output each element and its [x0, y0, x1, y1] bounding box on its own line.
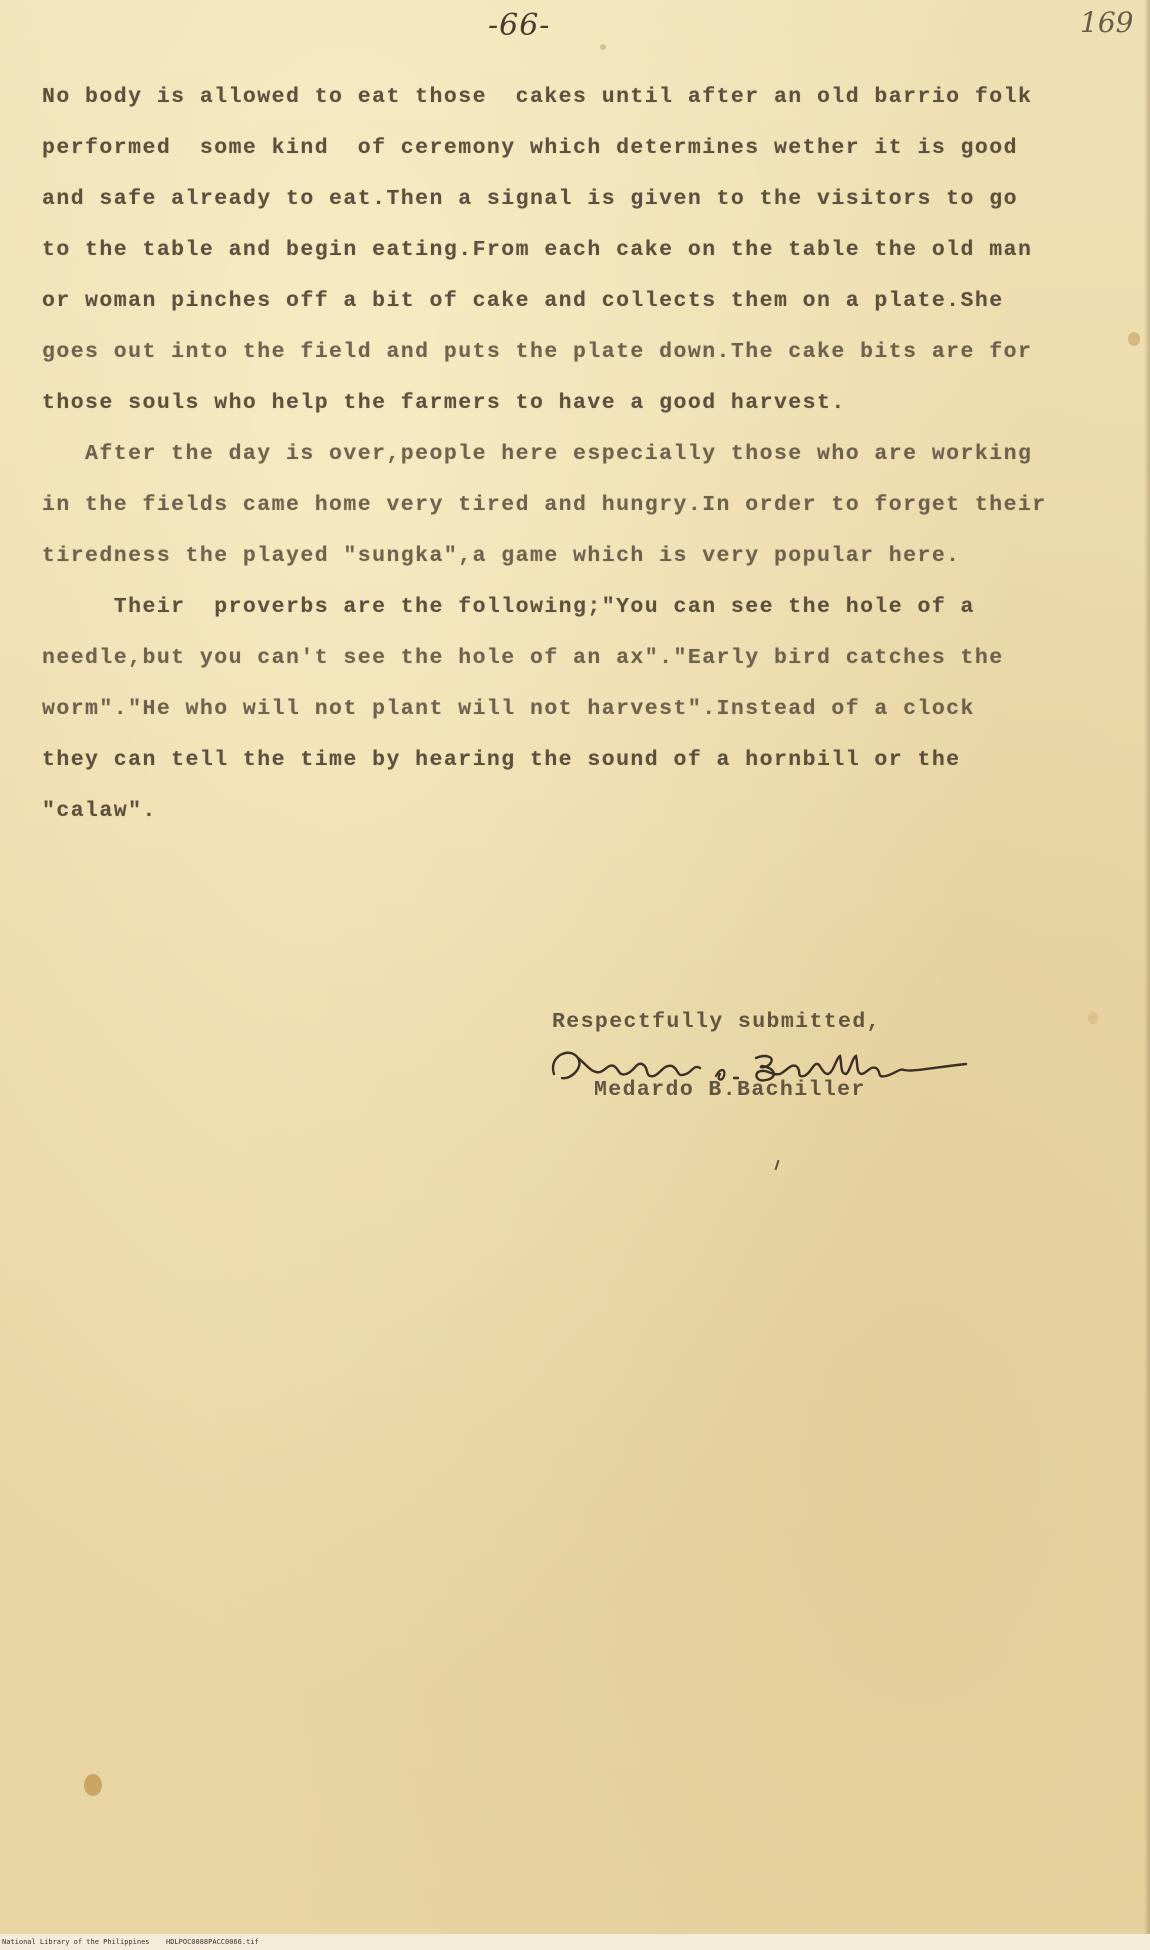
signatory-name: Medardo B.Bachiller: [594, 1078, 866, 1102]
closing-text: Respectfully submitted,: [552, 1010, 881, 1034]
page-number: -66-: [488, 8, 551, 43]
stray-pen-mark: [775, 1160, 780, 1170]
text-line: and safe already to eat.Then a signal is given to the visitors to go: [42, 187, 1018, 211]
page-edge-shadow: [1144, 0, 1150, 1950]
paragraph: [42, 582, 1112, 837]
folio-number: 169: [1080, 6, 1134, 39]
text-line: "calaw".: [42, 799, 157, 823]
text-line: goes out into the field and puts the plate down.The cake bits are for: [42, 340, 1033, 364]
paper-stain: [1088, 1012, 1098, 1024]
body-text: [42, 72, 1112, 837]
text-line: performed some kind of ceremony which determines wether it is good: [42, 136, 1018, 160]
text-line: they can tell the time by hearing the sound of a hornbill or the: [42, 748, 961, 772]
text-line: tiredness the played "sungka",a game which is very popular here.: [42, 544, 961, 568]
footer-source: National Library of the Philippines: [2, 1938, 150, 1946]
paper-stain: [600, 44, 606, 50]
text-line: to the table and begin eating.From each cake on the table the old man: [42, 238, 1033, 262]
paper-stain: [84, 1774, 102, 1796]
text-line: in the fields came home very tired and hungry.In order to forget their: [42, 493, 1047, 517]
text-line: After the day is over,people here especially those who are working: [42, 442, 1033, 466]
footer-filename: HDLPOC0088PACC0066.tif: [166, 1938, 259, 1946]
text-line: worm"."He who will not plant will not harvest".Instead of a clock: [42, 697, 975, 721]
paragraph: [42, 72, 1112, 429]
text-line: those souls who help the farmers to have a good harvest.: [42, 391, 846, 415]
text-line: Their proverbs are the following;"You can see the hole of a: [42, 595, 975, 619]
paper-stain: [1128, 332, 1140, 346]
text-line: or woman pinches off a bit of cake and collects them on a plate.She: [42, 289, 1004, 313]
text-line: needle,but you can't see the hole of an ax"."Early bird catches the: [42, 646, 1004, 670]
paragraph: [42, 429, 1112, 582]
text-line: No body is allowed to eat those cakes until after an old barrio folk: [42, 85, 1033, 109]
footer-strip: [0, 1934, 1150, 1950]
signature-block: [552, 1010, 1052, 1102]
